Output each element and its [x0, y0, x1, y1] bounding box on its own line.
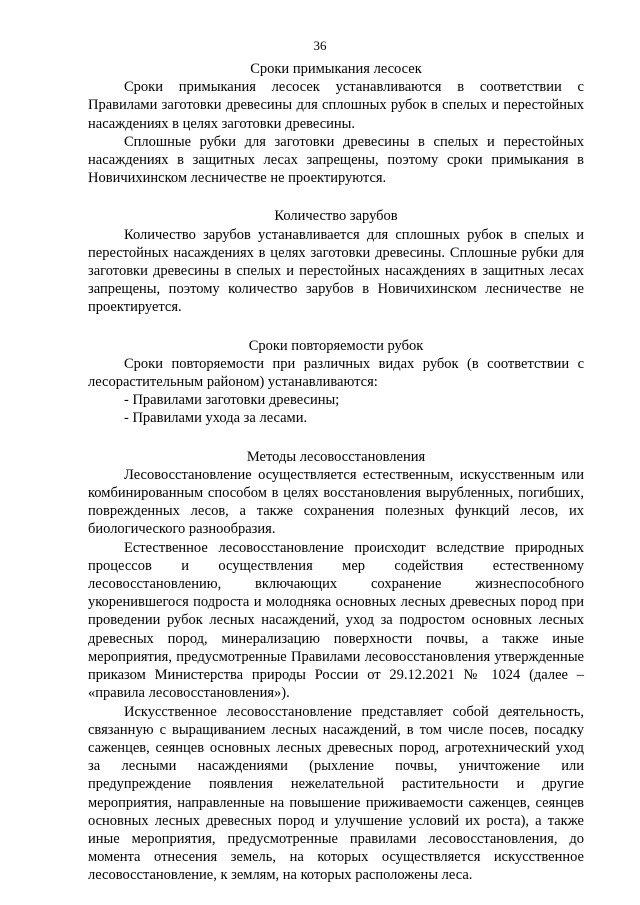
paragraph: Количество зарубов устанавливается для сплошных рубок в спелых и перестойных насаждениях в целях заготовки древесины. Сплошные рубки для заготовки древесины в спелых и перестойных насаждениях в защитных лесах запрещены, поэтому количество зарубов в Новичихинском лесничестве не проектируется.	[88, 226, 584, 316]
paragraph: Сплошные рубки для заготовки древесины в спелых и перестойных насаждениях в защитных лесах запрещены, поэтому сроки примыкания в Новичихинском лесничестве не проектируются.	[88, 133, 584, 187]
section-heading: Методы лесовосстановления	[246, 448, 426, 465]
paragraph: Сроки примыкания лесосек устанавливаются в соответствии с Правилами заготовки древесины для сплошных рубок в спелых и перестойных насаждениях в целях заготовки древесины.	[88, 79, 584, 132]
paragraph: Лесовосстановление осуществляется естественным, искусственным или комбинированным способом в целях восстановления вырубленных, погибших, поврежденных лесов, а также сохранения полезных функций лесов, их биологического разнообразия.	[88, 466, 584, 538]
page-number: 36	[313, 38, 327, 53]
paragraph: Искусственное лесовосстановление представляет собой деятельность, связанную с выращиванием лесных насаждений, в том числе посев, посадку саженцев, сеянцев основных лесных древесных пород, агротехнический уход за лесными насаждениями (рыхление почвы, уничтожение или предупреждение появления нежелательной растительности и другие мероприятия, направленные на повышение приживаемости саженцев, сеянцев основных лесных древесных пород и улучшение условий их роста), а также иные мероприятия, предусмотренные правилами лесовосстановления, до момента отнесения земель, на которых осуществляется искусственное лесовосстановление, к землям, на которых расположены леса.	[88, 703, 584, 884]
section-heading: Количество зарубов	[274, 208, 398, 225]
document-body	[88, 60, 584, 885]
list-item: - Правилами ухода за лесами.	[124, 410, 308, 427]
section-heading: Сроки примыкания лесосек	[250, 61, 422, 77]
section-heading: Сроки повторяемости рубок	[248, 337, 424, 354]
paragraph: Сроки повторяемости при различных видах рубок (в соответствии с лесорастительным районом) устанавливаются:	[88, 355, 584, 391]
list-item: - Правилами заготовки древесины;	[124, 392, 340, 409]
paragraph: Естественное лесовосстановление происходит вследствие природных процессов и осуществления мер содействия естественному лесовосстановлению, включающих сохранение жизнеспособного укоренившегося подроста и молодняка основных лесных древесных пород при проведении рубок лесных насаждений, уход за подростом основных лесных древесных пород, минерализацию поверхности почвы, а также иные мероприятия, предусмотренные Правилами лесовосстановления утвержденные приказом Министерства природы России от 29.12.2021 № 1024 (далее – «правила лесовосстановления»).	[88, 539, 584, 702]
